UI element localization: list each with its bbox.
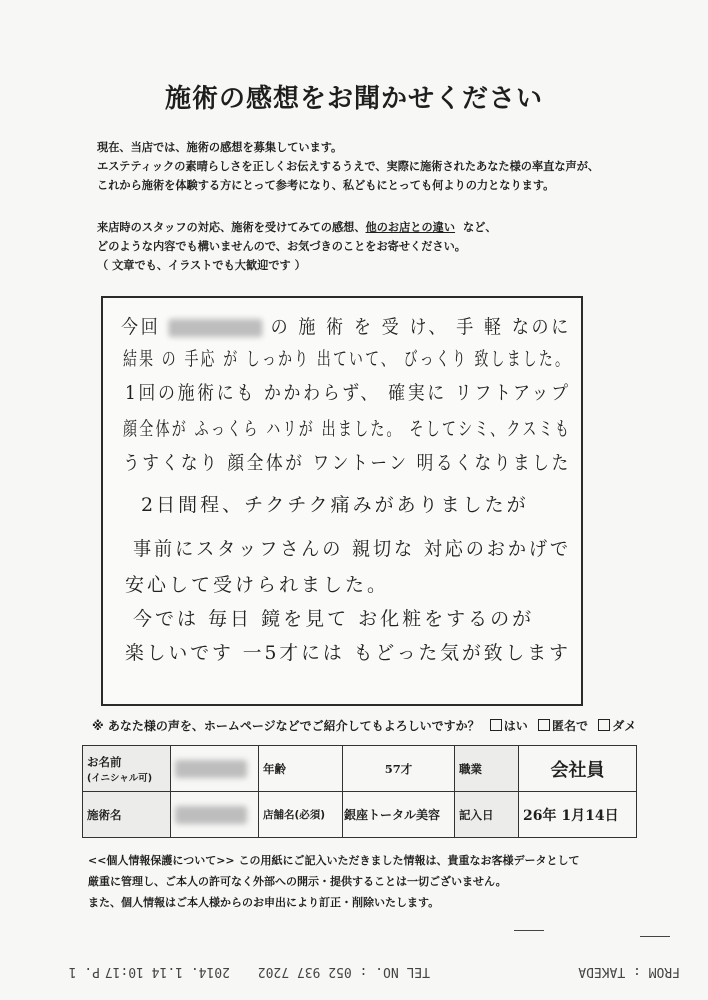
intro-line: エステティックの素晴らしさを正しくお伝えするうえで、実際に施術されたあなた様の率直な声が、 [97, 160, 600, 173]
comment-line: 2日間程、チクチク痛みがありましたが [141, 494, 529, 516]
consent-no-checkbox[interactable] [598, 719, 610, 731]
redacted-treatment-name [168, 319, 262, 337]
name-field[interactable] [171, 746, 259, 792]
intro-text: 来店時のスタッフの対応、施術を受けてみての感想、 [97, 221, 366, 234]
page-title: 施術の感想をお聞かせください [164, 84, 543, 114]
customer-info-table [82, 745, 637, 838]
consent-anonymous-label: 匿名で [552, 719, 589, 733]
consent-question-text: ※ あなた様の声を、ホームページなどでご紹介してもよろしいですか？ [92, 719, 480, 733]
consent-question [92, 717, 636, 734]
store-field[interactable]: 銀座トータル美容 [343, 792, 455, 838]
intro-text: など、 [463, 221, 497, 234]
redacted-name [175, 760, 247, 778]
intro-line [97, 218, 497, 237]
comment-text: の 施 術 を 受 け、 手 軽 なのに [270, 316, 571, 338]
name-label-cell [83, 746, 171, 792]
fax-page: P. 1 [68, 964, 100, 979]
comment-line: 楽しいです 一5才には もどった気が致します [125, 642, 571, 664]
name-label: お名前 [87, 754, 122, 769]
intro-paragraph-1 [97, 138, 599, 195]
comment-line: 今では 毎日 鏡を見て お化粧をするのが [133, 608, 535, 630]
fax-divider [514, 930, 544, 931]
comment-line: 1回の施術にも かかわらず、 確実に リフトアップ [125, 382, 571, 404]
age-label: 年齢 [259, 746, 343, 792]
fax-tel: TEL NO. : 052 937 7202 [257, 964, 430, 979]
fax-header-upside-down [40, 955, 680, 979]
comment-line: うすくなり 顔全体が ワントーン 明るくなりました [123, 452, 571, 474]
consent-anonymous-checkbox[interactable] [538, 719, 550, 731]
fax-from: FROM : TAKEDA [578, 964, 680, 979]
comment-line: 結果 の 手応 が しっかり 出ていて、 びっくり 致しました。 [123, 348, 572, 370]
privacy-line: また、個人情報はご本人様からのお申出により訂正・削除いたします。 [88, 896, 440, 909]
redacted-treatment [175, 806, 247, 824]
store-label: 店舗名(必須) [259, 792, 343, 838]
intro-line: どのような内容でも構いませんので、お気づきのことをお寄せください。 [97, 240, 466, 253]
privacy-line: <<個人情報保護について>> この用紙にご記入いただきました情報は、貴重なお客様データとして [88, 854, 580, 867]
underlined-text: 他のお店との違い [365, 221, 456, 234]
intro-line: これから施術を体験する方にとって参考になり、私どもにとっても何よりの力となります。 [97, 179, 555, 192]
comment-line [121, 312, 571, 339]
fax-divider [640, 936, 670, 937]
intro-line: （ 文章でも、イラストでも大歓迎です ） [97, 259, 306, 272]
treatment-label: 施術名 [83, 792, 171, 838]
name-sublabel: (イニシャル可) [87, 772, 153, 784]
consent-no-label: ダメ [612, 719, 637, 733]
comment-text: 今回 [121, 316, 161, 338]
consent-yes-checkbox[interactable] [490, 719, 502, 731]
date-field[interactable]: 26年 1月14日 [519, 792, 637, 838]
comment-box [101, 296, 583, 706]
intro-paragraph-2 [97, 218, 497, 275]
comment-line: 顔全体が ふっくら ハリが 出ました。 そしてシミ、クスミも [123, 418, 572, 440]
date-label: 記入日 [455, 792, 519, 838]
privacy-line: 厳重に管理し、ご本人の許可なく外部への開示・提供することは一切ございません。 [88, 875, 507, 888]
comment-line: 安心して受けられました。 [125, 574, 390, 596]
comment-line: 事前にスタッフさんの 親切な 対応のおかげで [133, 538, 571, 560]
job-field[interactable]: 会社員 [519, 746, 637, 792]
fax-date: 2014. 1.14 10:17 [104, 964, 230, 979]
age-field[interactable]: 57才 [343, 746, 455, 792]
treatment-field[interactable] [171, 792, 259, 838]
consent-yes-label: はい [503, 719, 528, 733]
job-label: 職業 [455, 746, 519, 792]
intro-line: 現在、当店では、施術の感想を募集しています。 [97, 141, 343, 154]
privacy-notice [88, 850, 579, 913]
